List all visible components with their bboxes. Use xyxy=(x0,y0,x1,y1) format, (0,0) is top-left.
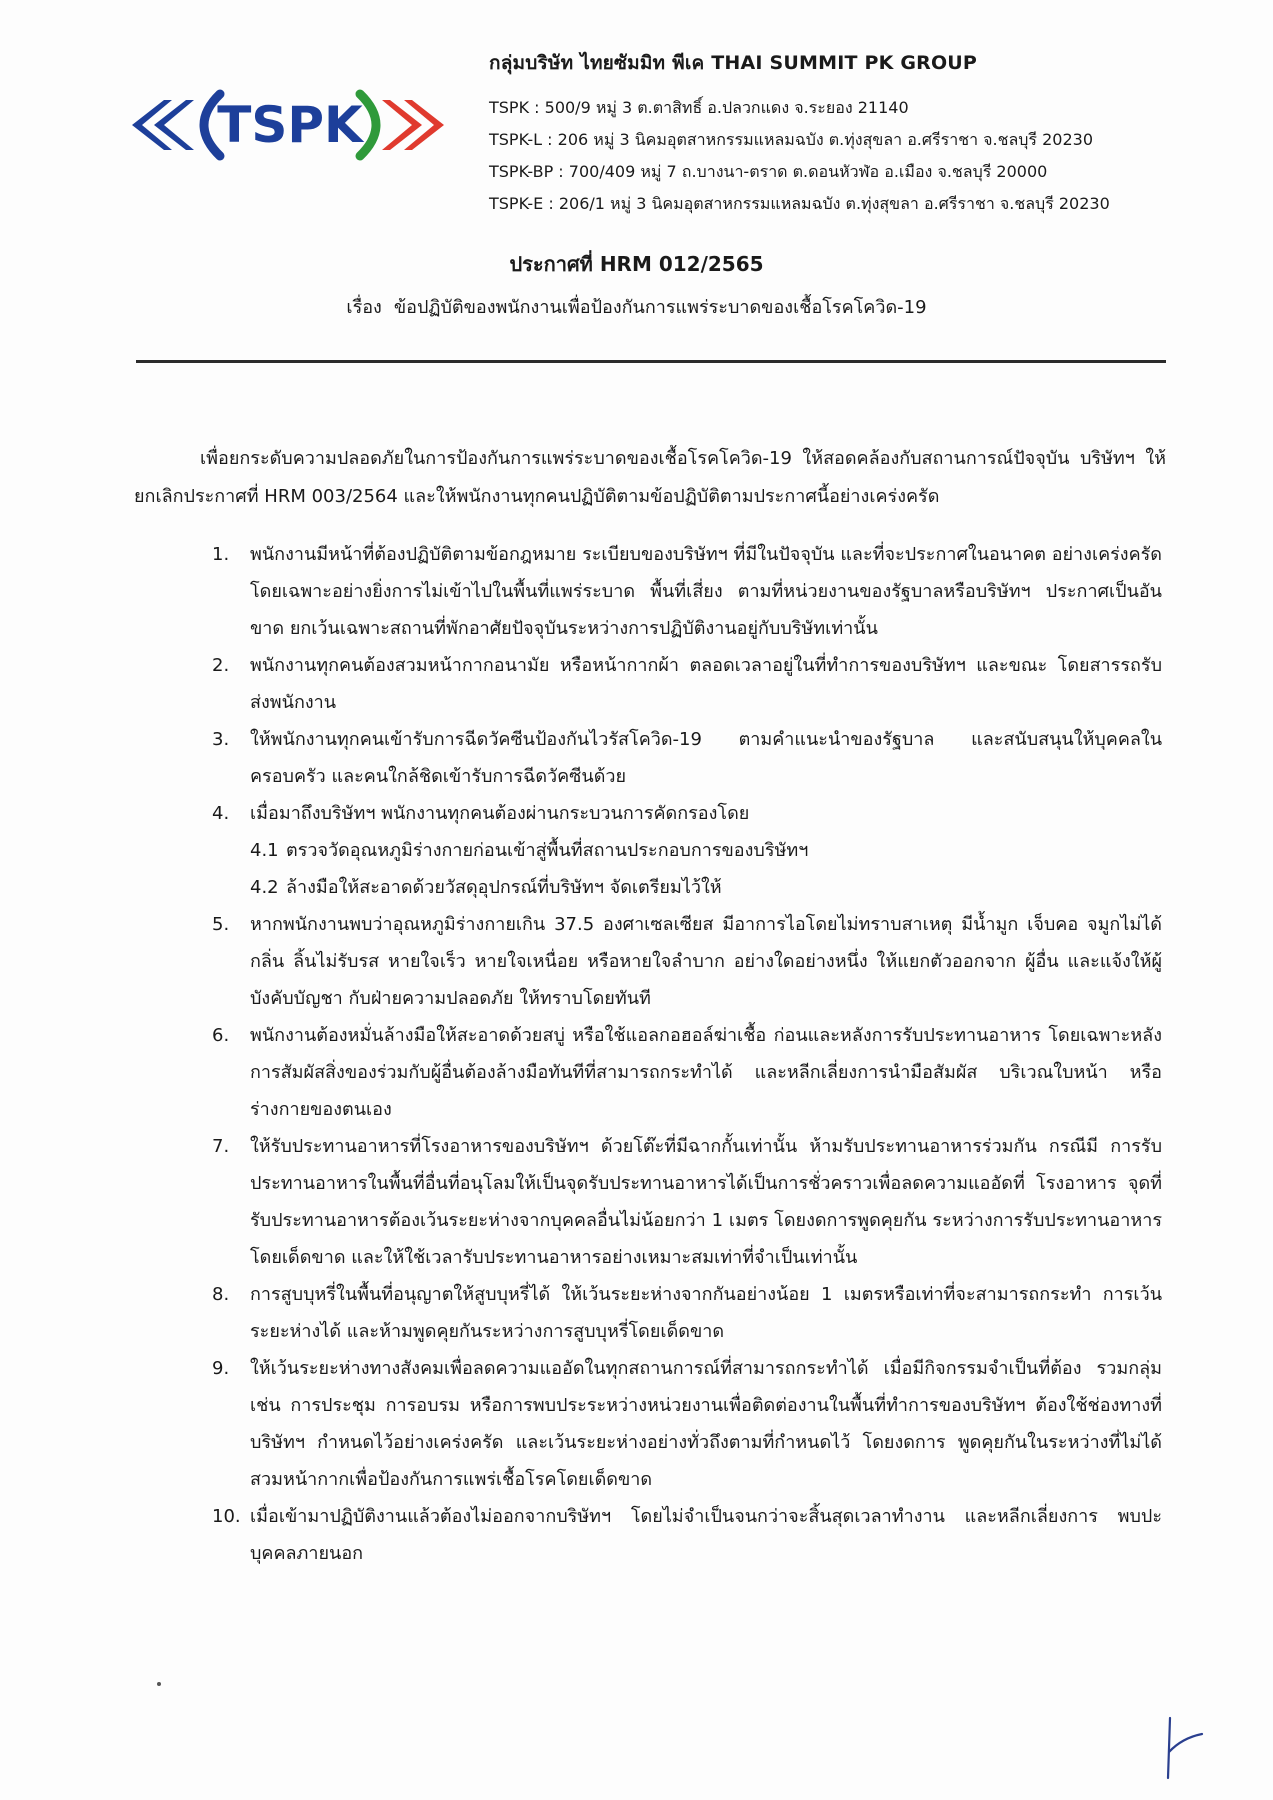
header-divider xyxy=(136,360,1166,363)
item-text: ให้รับประทานอาหารที่โรงอาหารของบริษัทฯ ด้วยโต๊ะที่มีฉากกั้นเท่านั้น ห้ามรับประทานอาหารร่วมกัน กรณีมี การรับประทานอาหารในพื้นที่อื่นที่อนุโลมให้เป็นจุดรับประทานอาหารได้เป็นการชั่วคราวเพื่อลดความแออัดที่ โรงอาหาร จุดที่รับประทานอาหารต้องเว้นระยะห่างจากบุคคลอื่นไม่น้อยกว่า 1 เมตร โดยงดการพูดคุยกัน ระหว่างการรับประทานอาหารโดยเด็ดขาด และให้ใช้เวลารับประทานอาหารอย่างเหมาะสมเท่าที่จำเป็นเท่านั้น xyxy=(250,1136,1162,1268)
item-text: การสูบบุหรี่ในพื้นที่อนุญาตให้สูบบุหรี่ได้ ให้เว้นระยะห่างจากกันอย่างน้อย 1 เมตรหรือเท่าที่จะสามารถกระทำ การเว้นระยะห่างได้ และห้ามพูดคุยกันระหว่างการสูบบุหรี่โดยเด็ดขาด xyxy=(250,1284,1162,1342)
item-text: ให้พนักงานทุกคนเข้ารับการฉีดวัคซีนป้องกันไวรัสโควิด-19 ตามคำแนะนำของรัฐบาล และสนับสนุนให้บุคคลใน ครอบครัว และคนใกล้ชิดเข้ารับการฉีดวัคซีนด้วย xyxy=(250,729,1162,787)
item-number: 3. xyxy=(212,729,230,750)
item-text: พนักงานทุกคนต้องสวมหน้ากากอนามัย หรือหน้ากากผ้า ตลอดเวลาอยู่ในที่ทำการของบริษัทฯ และขณะ โดยสารรถรับส่งพนักงาน xyxy=(250,655,1162,713)
item-number: 10. xyxy=(212,1506,241,1527)
rules-list xyxy=(0,536,1273,1572)
announcement-subject-line xyxy=(0,292,1273,321)
logo-wordmark: TSPK xyxy=(217,96,363,154)
list-item xyxy=(0,721,1162,795)
item-number: 6. xyxy=(212,1025,230,1046)
item-text: ให้เว้นระยะห่างทางสังคมเพื่อลดความแออัดในทุกสถานการณ์ที่สามารถกระทำได้ เมื่อมีกิจกรรมจำเป็นที่ต้อง รวมกลุ่ม เช่น การประชุม การอบรม หรือการพบประระหว่างหน่วยงานเพื่อติดต่องานในพื้นที่ทำการของบริษัทฯ ต้องใช้ช่องทางที่บริษัทฯ กำหนดไว้อย่างเคร่งครัด และเว้นระยะห่างอย่างทั่วถึงตามที่กำหนดไว้ โดยงดการ พูดคุยกันในระหว่างที่ไม่ได้สวมหน้ากากเพื่อป้องกันการแพร่เชื้อโรคโดยเด็ดขาด xyxy=(250,1358,1162,1490)
list-item xyxy=(0,1498,1162,1572)
item-text: พนักงานมีหน้าที่ต้องปฏิบัติตามข้อกฎหมาย ระเบียบของบริษัทฯ ที่มีในปัจจุบัน และที่จะประกาศในอนาคต อย่างเคร่งครัด โดยเฉพาะอย่างยิ่งการไม่เข้าไปในพื้นที่แพร่ระบาด พื้นที่เสี่ยง ตามที่หน่วยงานของรัฐบาลหรือบริษัทฯ ประกาศเป็นอันขาด ยกเว้นเฉพาะสถานที่พักอาศัยปัจจุบันระหว่างการปฏิบัติงานอยู่กับบริษัทเท่านั้น xyxy=(250,544,1162,639)
sub-item-number: 4.2 xyxy=(250,877,279,898)
item-text: เมื่อมาถึงบริษัทฯ พนักงานทุกคนต้องผ่านกระบวนการคัดกรองโดย xyxy=(250,803,750,824)
address-tspk: TSPK : 500/9 หมู่ 3 ต.ตาสิทธิ์ อ.ปลวกแดง จ.ระยอง 21140 xyxy=(489,98,909,117)
sub-item-text: ล้างมือให้สะอาดด้วยวัสดุอุปกรณ์ที่บริษัทฯ จัดเตรียมไว้ให้ xyxy=(286,877,722,898)
stray-dot xyxy=(157,1682,161,1686)
list-item xyxy=(0,1128,1162,1276)
sub-item-number: 4.1 xyxy=(250,840,279,861)
item-number: 1. xyxy=(212,544,230,565)
list-item xyxy=(0,647,1162,721)
tspk-logo xyxy=(128,86,450,164)
list-item xyxy=(0,536,1162,647)
address-tspk-l: TSPK-L : 206 หมู่ 3 นิคมอุตสาหกรรมแหลมฉบัง ต.ทุ่งสุขลา อ.ศรีราชา จ.ชลบุรี 20230 xyxy=(489,130,1094,149)
item-number: 4. xyxy=(212,803,230,824)
subject-text: ข้อปฏิบัติของพนักงานเพื่อป้องกันการแพร่ระบาดของเชื้อโรคโควิด-19 xyxy=(393,297,927,318)
list-item xyxy=(0,1350,1162,1498)
item-text: เมื่อเข้ามาปฏิบัติงานแล้วต้องไม่ออกจากบริษัทฯ โดยไม่จำเป็นจนกว่าจะสิ้นสุดเวลาทำงาน และหลีกเลี่ยงการ พบปะบุคคลภายนอก xyxy=(250,1506,1162,1564)
address-tspk-bp: TSPK-BP : 700/409 หมู่ 7 ถ.บางนา-ตราด ต.ดอนหัวฬ่อ อ.เมือง จ.ชลบุรี 20000 xyxy=(489,162,1048,181)
sub-item-text: ตรวจวัดอุณหภูมิร่างกายก่อนเข้าสู่พื้นที่สถานประกอบการของบริษัทฯ xyxy=(286,840,809,861)
company-header xyxy=(489,48,1229,220)
list-item xyxy=(0,1276,1162,1350)
item-text: พนักงานต้องหมั่นล้างมือให้สะอาดด้วยสบู่ หรือใช้แอลกอฮอล์ฆ่าเชื้อ ก่อนและหลังการรับประทานอาหาร โดยเฉพาะหลังการสัมผัสสิ่งของร่วมกับผู้อื่นต้องล้างมือทันทีที่สามารถกระทำได้ และหลีกเลี่ยงการนำมือสัมผัส บริเวณใบหน้า หรือร่างกายของตนเอง xyxy=(250,1025,1162,1120)
intro-paragraph: เพื่อยกระดับความปลอดภัยในการป้องกันการแพร่ระบาดของเชื้อโรคโควิด-19 ให้สอดคล้องกับสถานการณ์ปัจจุบัน บริษัทฯ ให้ยกเลิกประกาศที่ HRM 003/2564 และให้พนักงานทุกคนปฏิบัติตามข้อปฏิบัติตามประกาศนี้อย่างเคร่งครัด xyxy=(134,448,1166,507)
item-number: 7. xyxy=(212,1136,230,1157)
list-item xyxy=(0,906,1162,1017)
address-tspk-e: TSPK-E : 206/1 หมู่ 3 นิคมอุตสาหกรรมแหลมฉบัง ต.ทุ่งสุขลา อ.ศรีราชา จ.ชลบุรี 20230 xyxy=(489,194,1110,213)
list-item xyxy=(0,1017,1162,1128)
subject-label: เรื่อง xyxy=(346,297,382,318)
item-text: หากพนักงานพบว่าอุณหภูมิร่างกายเกิน 37.5 องศาเซลเซียส มีอาการไอโดยไม่ทราบสาเหตุ มีน้ำมูก เจ็บคอ จมูกไม่ได้กลิ่น ลิ้นไม่รับรส หายใจเร็ว หายใจเหนื่อย หรือหายใจลำบาก อย่างใดอย่างหนึ่ง ให้แยกตัวออกจาก ผู้อื่น และแจ้งให้ผู้บังคับบัญชา กับฝ่ายความปลอดภัย ให้ทราบโดยทันที xyxy=(250,914,1162,1009)
item-number: 9. xyxy=(212,1358,230,1379)
list-item xyxy=(0,795,1162,906)
item-number: 5. xyxy=(212,914,230,935)
sub-item xyxy=(250,869,1162,906)
handwritten-initial xyxy=(1160,1712,1210,1782)
item-number: 8. xyxy=(212,1284,230,1305)
announcement-title: ประกาศที่ HRM 012/2565 xyxy=(509,252,764,276)
company-name: กลุ่มบริษัท ไทยซัมมิท พีเค THAI SUMMIT PK GROUP xyxy=(489,52,978,74)
sub-item xyxy=(250,832,1162,869)
item-number: 2. xyxy=(212,655,230,676)
